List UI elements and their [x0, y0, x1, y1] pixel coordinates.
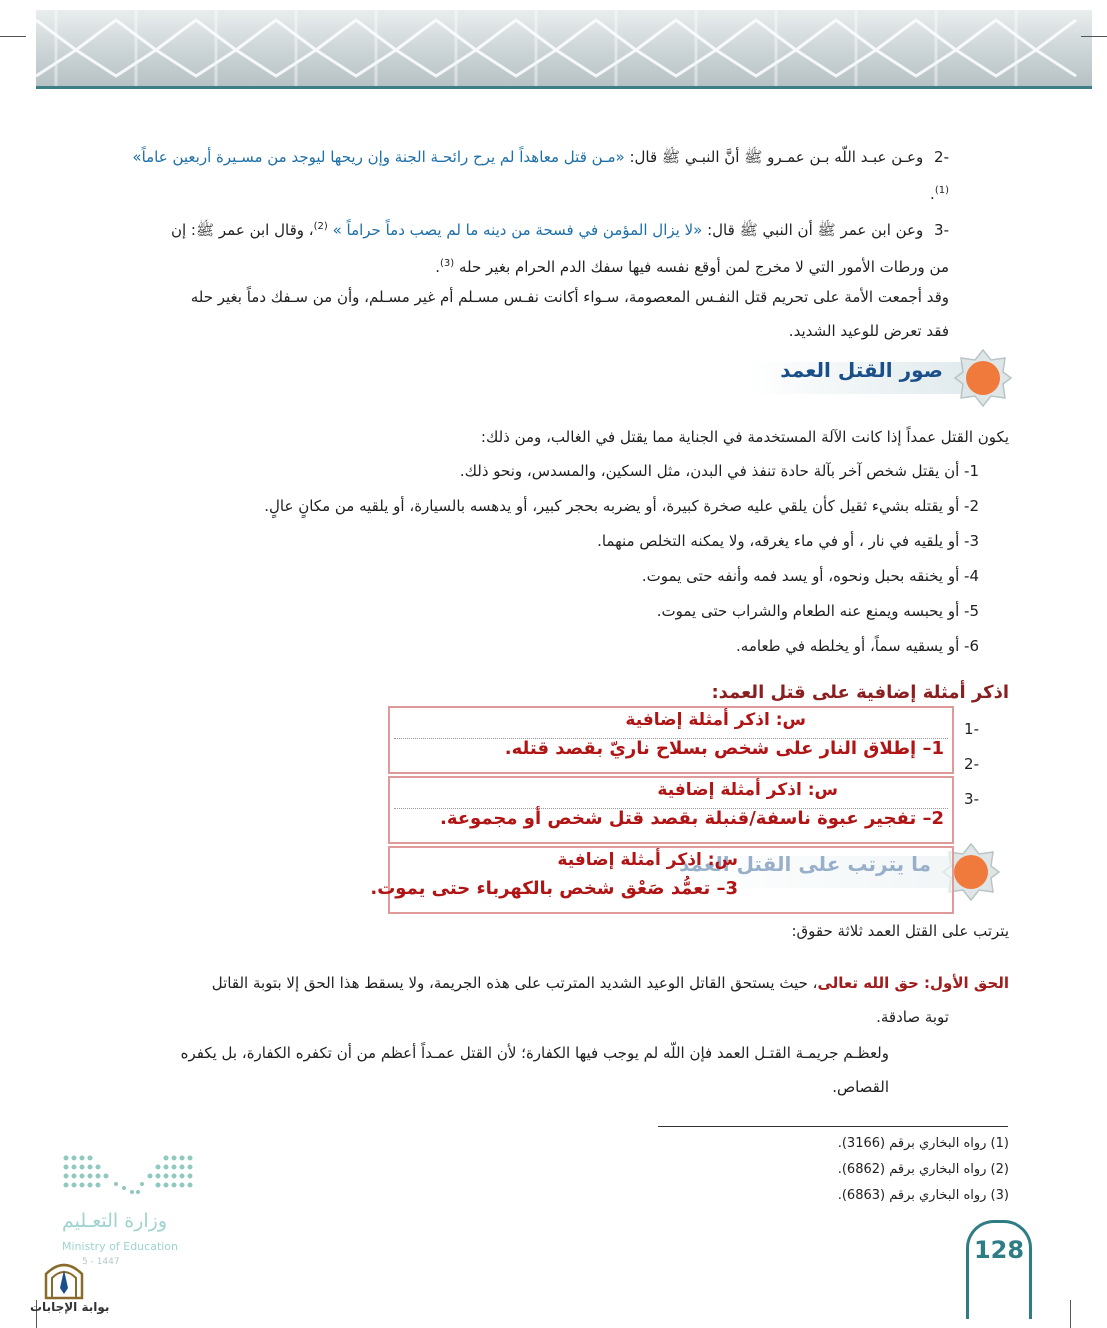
ministry-name-en: Ministry of Education	[62, 1240, 179, 1253]
answer-question: س: اذكر أمثلة إضافية	[557, 850, 738, 870]
crop-mark	[1081, 36, 1107, 37]
hadith-text: : إن	[170, 221, 196, 239]
portal-logo-icon	[40, 1256, 88, 1300]
answer-text: 2– تفجير عبوة ناسفة/قنبلة بقصد قتل شخص أو مجموعة.	[439, 808, 944, 829]
ministry-logo-icon	[62, 1154, 198, 1198]
right-label: الحق الأول: حق الله تعالى	[817, 974, 1009, 992]
star-badge-icon	[953, 348, 1013, 408]
blank-number: -3	[964, 790, 979, 808]
hadith-text: أنَّ النبـي	[684, 148, 740, 166]
footnote-ref: (1)	[934, 185, 949, 196]
section-header-intentional-killing-forms	[593, 348, 1013, 408]
hadith-quote: عاماً»	[132, 148, 168, 166]
honorific-glyph-icon: ﷺ	[744, 148, 763, 166]
paragraph-line: القصاص.	[832, 1078, 889, 1096]
hadith-text: وعـن عبـد اللّه بـن عمـرو	[767, 148, 924, 166]
footnote-ref: (3)	[440, 258, 455, 269]
hadith-item-3: -3 وعن ابن عمر ﷺ أن النبي ﷺ قال: «لا يزال المؤمن في فسحة من دينه ما لم يصب دماً حراماً » $^{(2)}$، وقال ابن عمر ﷺ: إن من ورطات الأمور التي لا مخرج لمن أوقع نفسه فيها سفك الدم الحرام بغير حله $^{(3)}$.	[170, 221, 949, 276]
first-right-paragraph	[129, 966, 1009, 1034]
hadith-item-2: -2 وعـن عبـد اللّه بـن عمـرو ﷺ أنَّ النبـي ﷺ قال: «مـن قتل معاهداً لم يرح رائحـة الجنة وإن ريحها ليوجد من مسـيرة أربعين عاماً» $^{(1)}$.	[132, 148, 949, 203]
list-item: 5- أو يحبسه ويمنع عنه الطعام والشراب حتى يموت.	[656, 602, 979, 620]
geometric-pattern-icon	[36, 10, 1092, 86]
list-item: 4- أو يخنقه بحبل ونحوه، أو يسد فمه وأنفه حتى يموت.	[641, 567, 979, 585]
crop-mark	[1070, 1300, 1071, 1328]
paragraph-line: فقد تعرض للوعيد الشديد.	[788, 322, 949, 340]
portal-name: بوابة الإجابات	[30, 1300, 110, 1314]
expiation-paragraph	[129, 1036, 889, 1104]
paragraph-line: ولعظـم جريمـة القتـل العمد فإن اللّه لم يوجب فيها الكفارة؛ لأن القتل عمـداً أعظم من أن تكفره الكفارة، بل يكفره	[180, 1044, 889, 1062]
footnote-ref: (2)	[313, 221, 328, 232]
page-number: 128	[973, 1236, 1025, 1264]
hadith-quote: «لا يزال المؤمن في فسحة من دينه ما لم يصب دماً حراماً »	[332, 221, 703, 239]
item-number: -2	[934, 148, 949, 166]
list-item: 1- أن يقتل شخص آخر بآلة حادة تنفذ في البدن، مثل السكين، والمسدس، ونحو ذلك.	[459, 462, 979, 480]
header-rule	[36, 86, 1092, 89]
paragraph-line: توبة صادقة.	[876, 1008, 949, 1026]
consensus-paragraph	[129, 280, 949, 348]
list-item: 3- أو يلقيه في نار ، أو في ماء يغرقه، ولا يمكنه التخلص منهما.	[597, 532, 979, 550]
header-pattern-band	[36, 10, 1092, 86]
hadith-text: ، وقال ابن عمر	[218, 221, 314, 239]
footnote: (2) رواه البخاري برقم (6862).	[837, 1162, 1009, 1177]
honorific-glyph-icon: ﷺ	[817, 221, 836, 239]
blank-number: -1	[964, 720, 979, 738]
list-item: 2- أو يقتله بشيء ثقيل كأن يلقي عليه صخرة كبيرة، أو يضربه بحجر كبير، أو يدهسه بالسيارة، أو يلقيه من مكانٍ عالٍ.	[264, 497, 979, 515]
hadith-text: أن النبي	[762, 221, 813, 239]
answer-text: 3– تعمُّد صَعْق شخص بالكهرباء حتى يموت.	[370, 878, 738, 899]
list-item: 6- أو يسقيه سماً، أو يخلطه في طعامه.	[736, 637, 979, 655]
answer-text: 1– إطلاق النار على شخص بسلاح ناريّ بقصد قتله.	[504, 738, 944, 759]
answer-box-2[interactable]	[388, 776, 954, 844]
hadith-text: قال:	[629, 148, 658, 166]
section-title: صور القتل العمد	[780, 358, 943, 382]
paragraph-line: وقد أجمعت الأمة على تحريم قتل النفـس المعصومة، سـواء أكانت نفـس مسـلم أم غير مسـلم، وأن من سـفك دماً بغير حله	[190, 288, 949, 306]
ministry-year: 5 - 1447	[82, 1257, 120, 1267]
hadith-text: قال:	[707, 221, 735, 239]
page-number-frame	[966, 1220, 1032, 1319]
paragraph-line: ، حيث يستحق القاتل الوعيد الشديد المترتب على هذه الجريمة، ولا يسقط هذا الحق إلا بتوبة القاتل	[211, 974, 818, 992]
honorific-glyph-icon: ﷺ	[661, 148, 681, 166]
exercise-title: اذكر أمثلة إضافية على قتل العمد:	[711, 682, 1009, 703]
hadith-quote: «مـن قتل معاهداً لم يرح رائحـة الجنة وإن ريحها ليوجد من مسـيرة أربعين	[172, 148, 625, 166]
crop-mark	[0, 36, 26, 37]
blank-number: -2	[964, 755, 979, 773]
item-number: -3	[934, 221, 949, 239]
honorific-glyph-icon: ﷺ	[739, 221, 758, 239]
section-intro: يترتب على القتل العمد ثلاثة حقوق:	[791, 922, 1009, 940]
footnote-rule	[658, 1126, 1008, 1127]
honorific-glyph-icon: ﷺ	[196, 221, 215, 239]
section-intro: يكون القتل عمداً إذا كانت الآلة المستخدمة في الجناية مما يقتل في الغالب، ومن ذلك:	[480, 428, 1009, 446]
footnote: (1) رواه البخاري برقم (3166).	[837, 1136, 1009, 1151]
ministry-name-ar: وزارة التعـليم	[62, 1210, 168, 1232]
answer-question: س: اذكر أمثلة إضافية	[625, 710, 806, 730]
footnote: (3) رواه البخاري برقم (6863).	[837, 1188, 1009, 1203]
hadith-text: وعن ابن عمر	[840, 221, 924, 239]
answer-question: س: اذكر أمثلة إضافية	[657, 780, 838, 800]
answer-box-1[interactable]	[388, 706, 954, 774]
hadith-text: من ورطات الأمور التي لا مخرج لمن أوقع نفسه فيها سفك الدم الحرام بغير حله	[458, 258, 949, 276]
answer-box-3[interactable]	[370, 846, 954, 914]
